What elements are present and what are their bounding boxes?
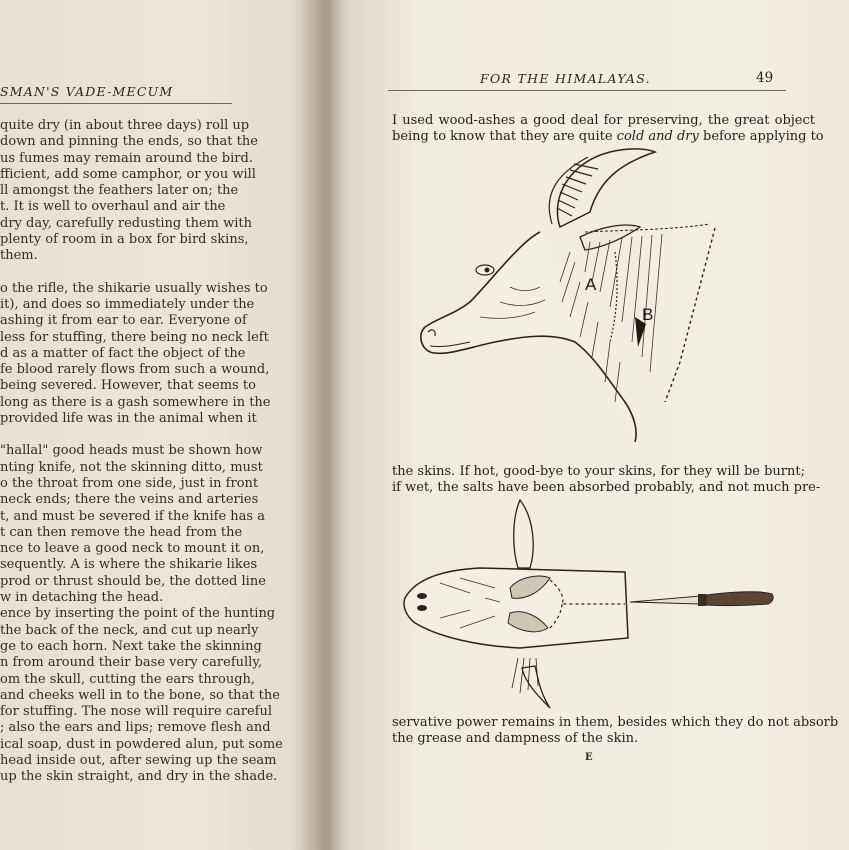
left-text-line: fe blood rarely flows from such a wound, — [0, 362, 270, 378]
figure-label-a: A — [585, 275, 597, 294]
left-text-line: ence by inserting the point of the hunting — [0, 606, 276, 622]
body-line-2-b: before applying to — [698, 129, 824, 144]
left-text-line: the back of the neck, and cut up nearly — [0, 622, 259, 638]
left-text-line: for stuffing. The nose will require careful — [0, 704, 272, 720]
left-text-line: long as there is a gash somewhere in the — [0, 394, 271, 410]
left-text-line: up the skin straight, and dry in the shade. — [0, 769, 278, 785]
left-text-line: dry day, carefully redusting them with — [0, 215, 252, 231]
body-line-2-emphasis: cold and dry — [616, 129, 699, 144]
left-text-line: ashing it from ear to ear. Everyone of — [0, 313, 247, 329]
left-text-line: neck ends; there the veins and arteries — [0, 492, 259, 508]
body-line-1: I used wood-ashes a good deal for preserving, the great object — [392, 113, 816, 128]
left-text-line: us fumes may remain around the bird. — [0, 150, 253, 166]
left-text-line: it), and does so immediately under the — [0, 296, 255, 312]
page-number: 49 — [756, 70, 774, 86]
right-running-head: FOR THE HIMALAYAS. — [480, 71, 651, 86]
left-text-line: t can then remove the head from the — [0, 524, 243, 540]
left-text-line: sequently. A is where the shikarie likes — [0, 557, 258, 573]
left-text-line: t, and must be severed if the knife has a — [0, 508, 265, 524]
left-page — [0, 0, 322, 850]
left-text-line: fficient, add some camphor, or you will — [0, 166, 256, 182]
left-text-line: nting knife, not the skinning ditto, must — [0, 459, 263, 475]
body-line-4: if wet, the salts have been absorbed probably, and not much pre- — [392, 480, 821, 495]
left-text-line: them. — [0, 248, 38, 264]
left-text-line: and cheeks well in to the bone, so that the — [0, 687, 280, 703]
skull-top-view-with-knife-illustration — [400, 498, 780, 710]
left-text-line: being severed. However, that seems to — [0, 378, 256, 394]
left-text-line: "hallal" good heads must be shown how — [0, 443, 263, 459]
left-text-line: down and pinning the ends, so that the — [0, 134, 258, 150]
left-text-line: ll amongst the feathers later on; the — [0, 183, 239, 199]
goat-head-illustration — [410, 142, 730, 462]
body-line-2-a: being to know that they are quite — [392, 129, 617, 144]
left-running-head: SMAN'S VADE-MECUM — [0, 84, 174, 99]
left-text-line: t. It is well to overhaul and air the — [0, 199, 226, 215]
left-text-line: n from around their base very carefully, — [0, 655, 263, 671]
left-header-rule — [0, 103, 232, 104]
body-line-5: servative power remains in them, besides which they do not absorb — [392, 715, 839, 730]
left-text-line: o the throat from one side, just in front — [0, 475, 259, 491]
left-text-line: quite dry (in about three days) roll up — [0, 118, 250, 133]
body-line-3: the skins. If hot, good-bye to your skins, for they will be burnt; — [392, 464, 805, 479]
left-text-line: prod or thrust should be, the dotted line — [0, 573, 266, 589]
right-header-rule — [388, 90, 786, 91]
left-text-line: o the rifle, the shikarie usually wishes to — [0, 280, 268, 296]
figure-label-b: B — [642, 305, 654, 324]
left-text-line: provided life was in the animal when it — [0, 411, 257, 427]
paragraph-gap — [0, 427, 238, 443]
left-text-line: ge to each horn. Next take the skinning — [0, 638, 262, 654]
left-text-line: d as a matter of fact the object of the — [0, 345, 246, 361]
left-text-line: less for stuffing, there being no neck left — [0, 329, 269, 345]
left-page-text — [0, 118, 283, 786]
body-line-6: the grease and dampness of the skin. — [392, 731, 639, 746]
signature-mark: E — [585, 752, 593, 763]
left-text-line: nce to leave a good neck to mount it on, — [0, 541, 265, 557]
left-text-line: w in detaching the head. — [0, 590, 164, 606]
right-page — [330, 0, 849, 850]
left-text-line: om the skull, cutting the ears through, — [0, 671, 256, 687]
left-text-line: plenty of room in a box for bird skins, — [0, 232, 249, 248]
left-text-line: head inside out, after sewing up the seam — [0, 752, 277, 768]
paragraph-gap — [0, 265, 238, 281]
left-text-line: ical soap, dust in powdered alun, put some — [0, 736, 283, 752]
left-text-line: ; also the ears and lips; remove flesh and — [0, 720, 271, 736]
